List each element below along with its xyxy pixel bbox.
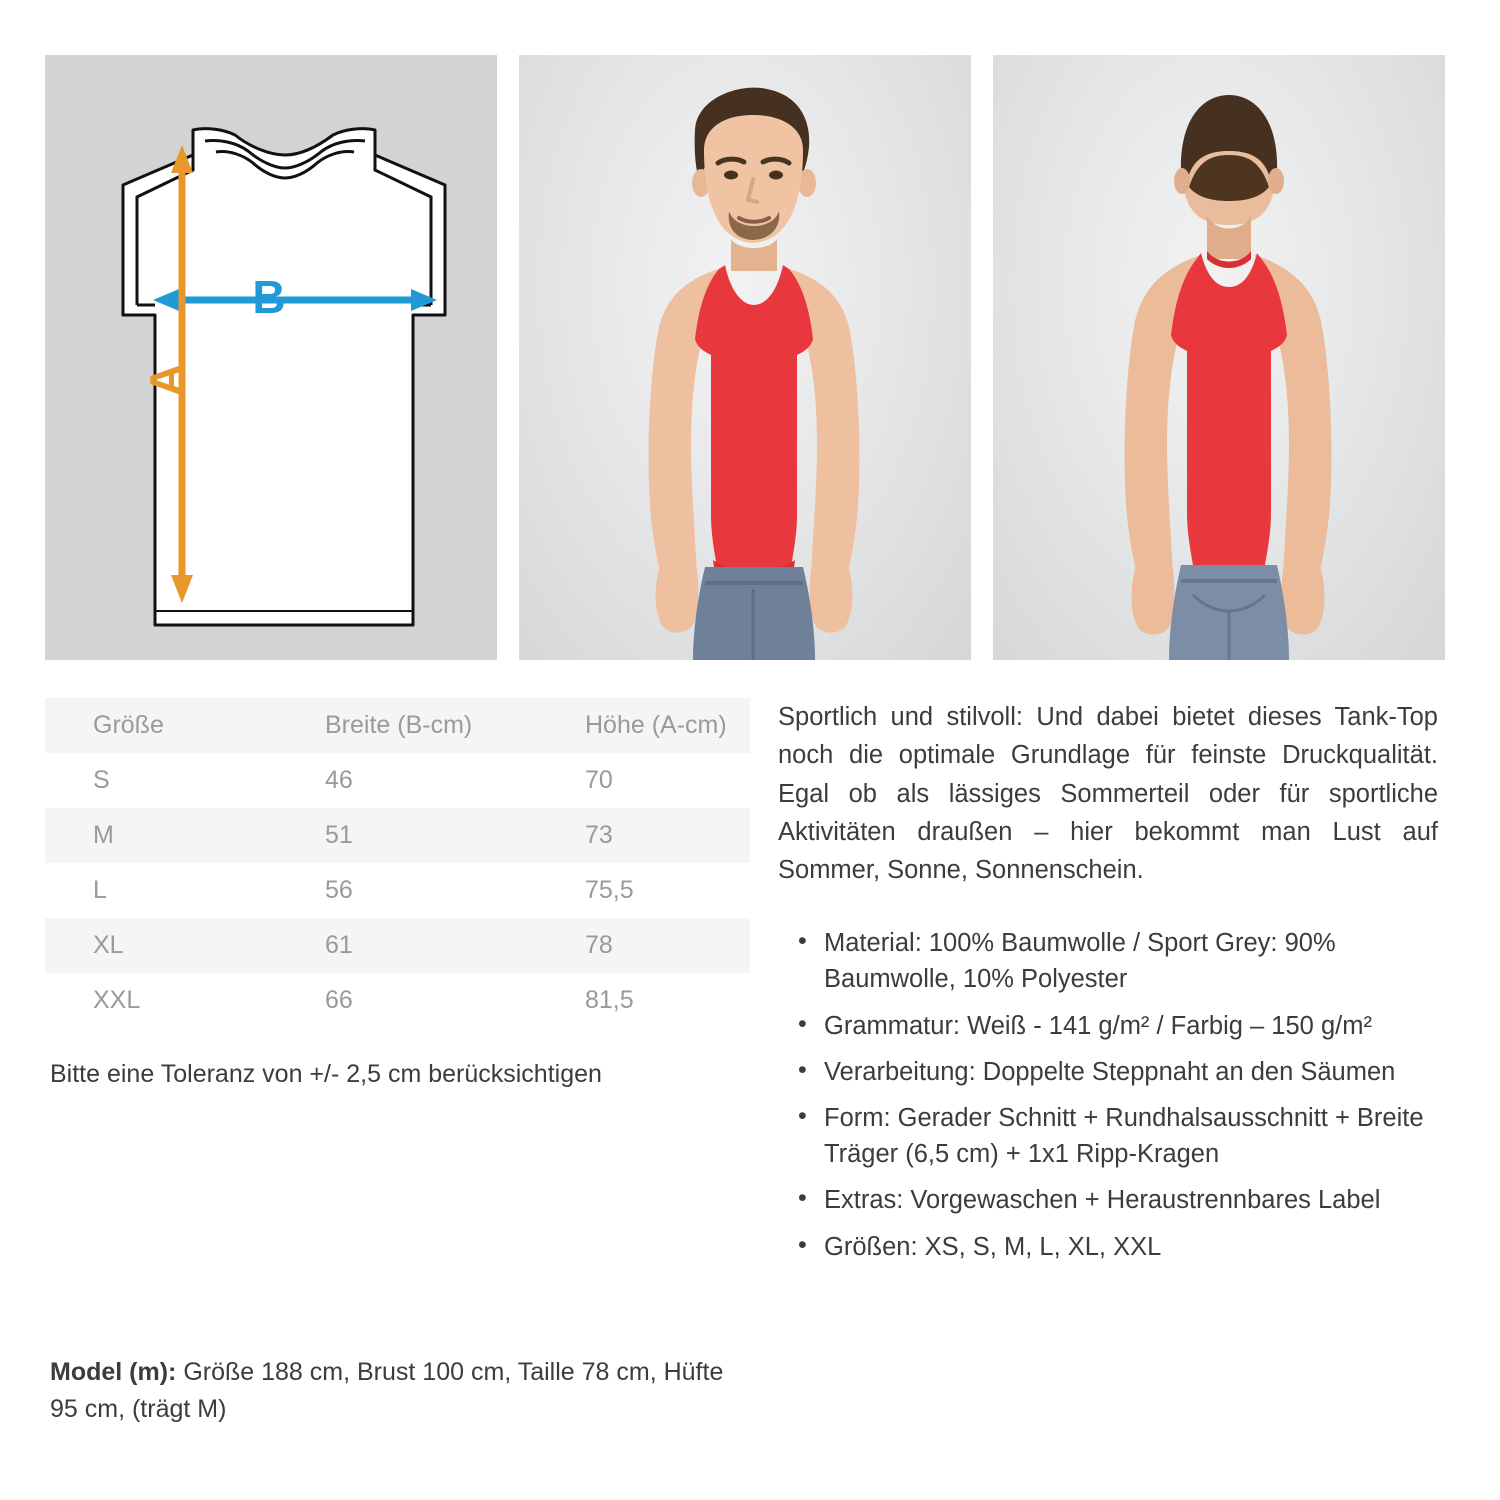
table-row [45, 863, 750, 918]
model-info [50, 1354, 750, 1429]
tank-top-diagram-icon [45, 55, 497, 660]
description-column [778, 698, 1458, 1429]
list-item: • Form: Gerader Schnitt + Rundhalsausschnitt + Breite Träger (6,5 cm) + 1x1 Ripp-Kragen [806, 1100, 1466, 1172]
list-item: • Material: 100% Baumwolle / Sport Grey: 90% Baumwolle, 10% Polyester [806, 925, 1466, 997]
model-front-illustration [519, 55, 971, 660]
technical-drawing-card [45, 55, 497, 660]
width-label: B [252, 271, 286, 323]
size-table [45, 698, 750, 1028]
details-section [45, 698, 1445, 1429]
cell-width: 56 [325, 876, 353, 904]
list-item: • Größen: XS, S, M, L, XL, XXL [806, 1229, 1466, 1265]
spec-list [778, 925, 1466, 1265]
cell-width: 51 [325, 821, 353, 849]
list-item: • Grammatur: Weiß - 141 g/m² / Farbig – 150 g/m² [806, 1008, 1466, 1044]
table-row [45, 973, 750, 1028]
cell-height: 78 [585, 931, 613, 959]
table-row [45, 753, 750, 808]
model-back-illustration [993, 55, 1445, 660]
cell-size: XL [93, 931, 124, 959]
model-info-text: Größe 188 cm, Brust 100 cm, Taille 78 cm, Hüfte 95 cm, (trägt M) [50, 1357, 724, 1424]
height-label: A [140, 363, 192, 397]
cell-size: S [93, 766, 110, 794]
cell-height: 75,5 [585, 876, 634, 904]
cell-width: 66 [325, 986, 353, 1014]
cell-size: M [93, 821, 114, 849]
list-item: • Verarbeitung: Doppelte Steppnaht an den Säumen [806, 1054, 1466, 1090]
table-row [45, 918, 750, 973]
table-row [45, 808, 750, 863]
cell-width: 61 [325, 931, 353, 959]
model-back-photo [993, 55, 1445, 660]
model-info-label: Model (m): [50, 1357, 177, 1386]
cell-height: 73 [585, 821, 613, 849]
list-item: • Extras: Vorgewaschen + Heraustrennbares Label [806, 1182, 1466, 1218]
product-description: Sportlich und stilvoll: Und dabei bietet dieses Tank-Top noch die optimale Grundlage für feinste Druckqualität. Egal ob als lässiges Sommerteil oder für sportliche Aktivitäten draußen – hier bekommt man Lust auf Sommer, Sonne, Sonnenschein. [778, 703, 1438, 884]
cell-width: 46 [325, 766, 353, 794]
image-row [45, 55, 1445, 660]
table-header-row [45, 698, 750, 753]
column-header-height: Höhe (A-cm) [585, 711, 727, 739]
cell-height: 81,5 [585, 986, 634, 1014]
column-header-width: Breite (B-cm) [325, 711, 473, 739]
tolerance-note: Bitte eine Toleranz von +/- 2,5 cm berücksichtigen [50, 1060, 602, 1088]
cell-size: XXL [93, 986, 141, 1014]
size-column [45, 698, 750, 1429]
cell-height: 70 [585, 766, 613, 794]
cell-size: L [93, 876, 107, 904]
model-front-photo [519, 55, 971, 660]
column-header-size: Größe [93, 711, 164, 739]
